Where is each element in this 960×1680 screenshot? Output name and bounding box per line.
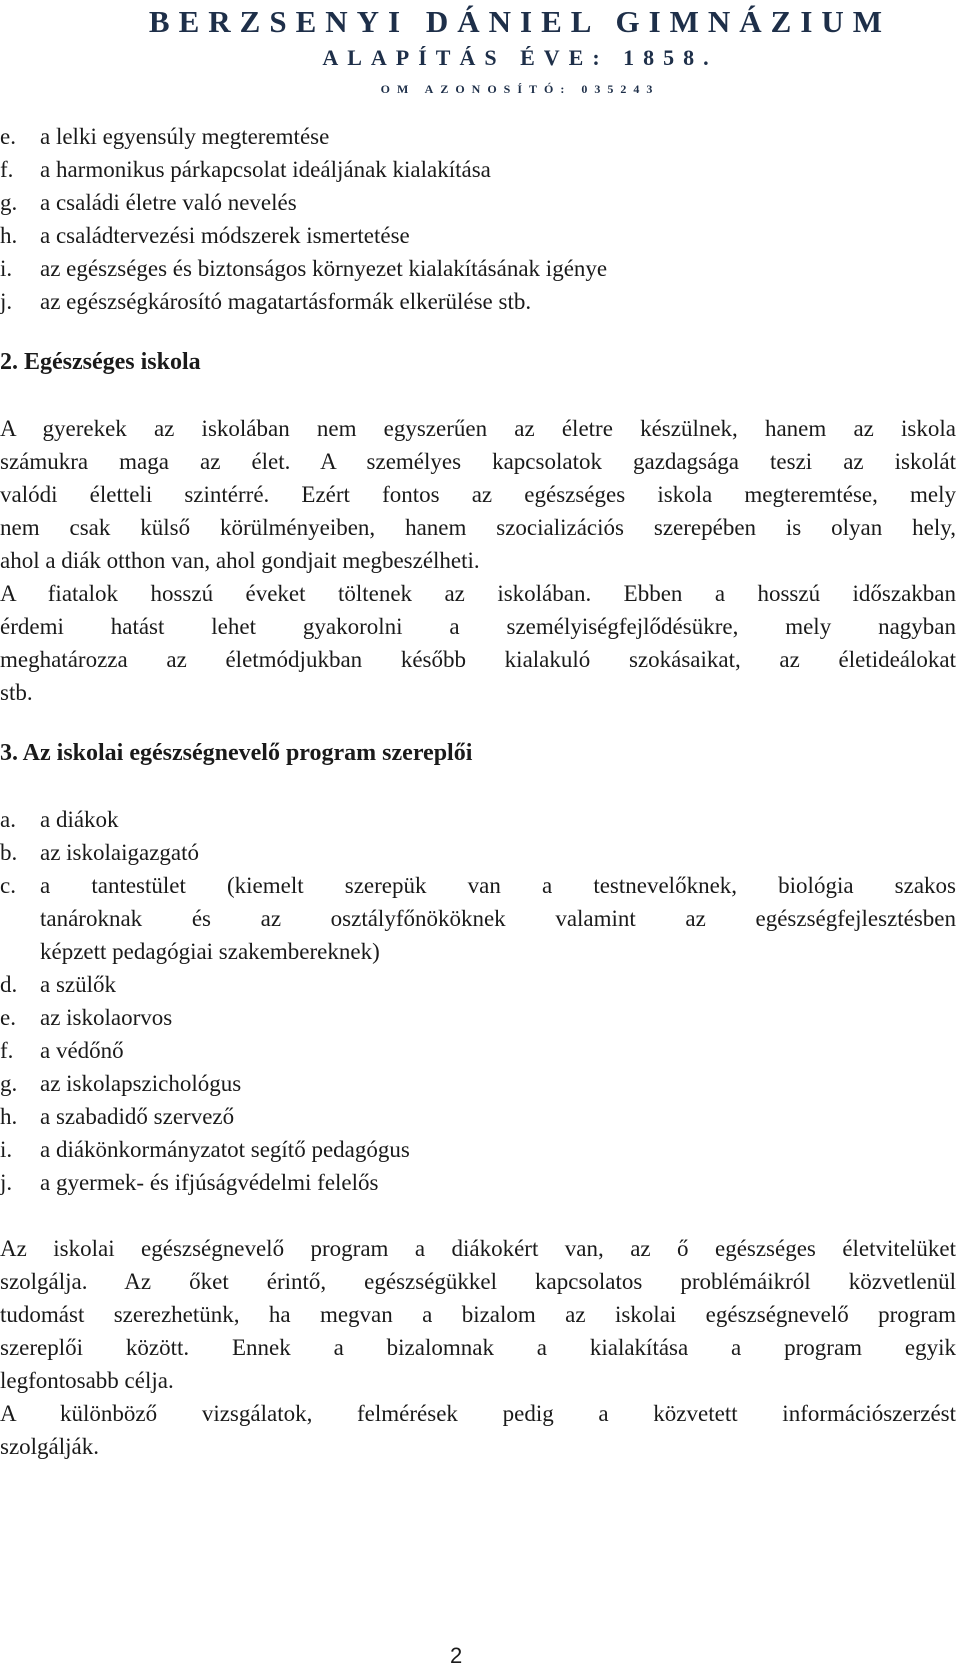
paragraph-line: Az iskolai egészségnevelő program a diákokért van, az ő egészséges életvitelüket — [0, 1236, 956, 1261]
list-item: b. az iskolaigazgató — [0, 840, 200, 865]
paragraph-line: nem csak külső körülményeiben, hanem szocializációs szerepében is olyan hely, — [0, 515, 956, 540]
list-item: h. a családtervezési módszerek ismertetése — [0, 223, 410, 248]
list-item: i. a diákönkormányzatot segítő pedagógus — [0, 1137, 410, 1162]
list-item-line: a tantestület (kiemelt szerepük van a testnevelőknek, biológia szakos — [40, 873, 956, 898]
paragraph-line: szereplői között. Ennek a bizalomnak a kialakítása a program egyik — [0, 1335, 956, 1360]
paragraph-line: szolgálja. Az őket érintő, egészségükkel kapcsolatos problémáikról közvetlenül — [0, 1269, 956, 1294]
paragraph-line: tudomást szerezhetünk, ha megvan a bizalom az iskolai egészségnevelő program — [0, 1302, 956, 1327]
paragraph-line: érdemi hatást lehet gyakorolni a személyiségfejlődésükre, mely nagyban — [0, 614, 956, 639]
list-item: e. az iskolaorvos — [0, 1005, 173, 1030]
list-item: j. az egészségkárosító magatartásformák elkerülése stb. — [0, 289, 532, 314]
list-item: j. a gyermek- és ifjúságvédelmi felelős — [0, 1170, 379, 1195]
paragraph-line: legfontosabb célja. — [0, 1368, 174, 1393]
paragraph-line: valódi életteli szintérré. Ezért fontos az egészséges iskola megteremtése, mely — [0, 482, 956, 507]
paragraph-line: A gyerekek az iskolában nem egyszerűen az életre készülnek, hanem az iskola — [0, 416, 956, 441]
section-heading: 2. Egészséges iskola — [0, 349, 201, 375]
paragraph-line: A különböző vizsgálatok, felmérések pedig a közvetett információszerzést — [0, 1401, 956, 1426]
paragraph-line: stb. — [0, 680, 33, 705]
paragraph-line: meghatározza az életmódjukban később kialakuló szokásaikat, az életideálokat — [0, 647, 956, 672]
paragraph-line: A fiatalok hosszú éveket töltenek az iskolában. Ebben a hosszú időszakban — [0, 581, 956, 606]
paragraph-line: szolgálják. — [0, 1434, 99, 1459]
section-heading: 3. Az iskolai egészségnevelő program szereplői — [0, 740, 473, 766]
list-item: d. a szülők — [0, 972, 117, 997]
om-identifier: OM AZONOSÍTÓ: 035243 — [380, 82, 660, 96]
list-item: g. az iskolapszichológus — [0, 1071, 242, 1096]
school-name: BERZSENYI DÁNIEL GIMNÁZIUM — [148, 4, 892, 39]
list-item: h. a szabadidő szervező — [0, 1104, 235, 1129]
list-item-letter: c. — [0, 873, 16, 898]
list-item: a. a diákok — [0, 807, 119, 832]
page-number: 2 — [450, 1643, 463, 1668]
list-item: f. a harmonikus párkapcsolat ideáljának kialakítása — [0, 157, 491, 182]
list-item: g. a családi életre való nevelés — [0, 190, 297, 215]
list-item: i. az egészséges és biztonságos környezet kialakításának igénye — [0, 256, 608, 281]
list-item-line: tanároknak és az osztályfőnököknek valamint az egészségfejlesztésben — [40, 906, 956, 931]
list-item: e. a lelki egyensúly megteremtése — [0, 124, 330, 149]
list-item-line: képzett pedagógiai szakembereknek) — [40, 939, 380, 964]
paragraph-line: ahol a diák otthon van, ahol gondjait megbeszélheti. — [0, 548, 480, 573]
paragraph-line: számukra maga az élet. A személyes kapcsolatok gazdagsága teszi az iskolát — [0, 449, 956, 474]
list-item: f. a védőnő — [0, 1038, 124, 1063]
founded-year: ALAPÍTÁS ÉVE: 1858. — [322, 45, 718, 70]
